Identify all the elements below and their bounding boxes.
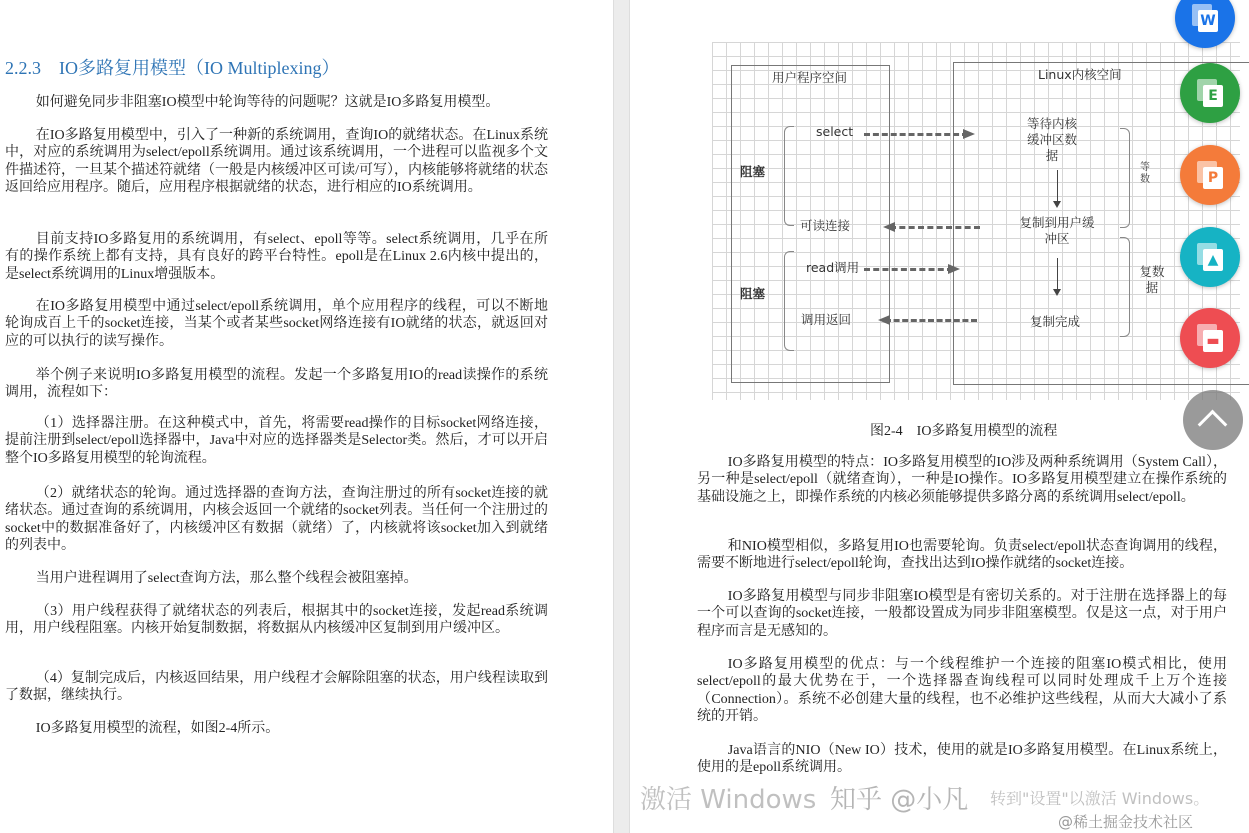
convert-to-image-button[interactable] [1180,227,1240,287]
io-multiplexing-diagram [712,42,1240,400]
select-arrow [864,133,968,136]
readable-arrow [890,226,980,229]
excel-icon: E [1197,79,1223,107]
section-number: 2.2.3 [5,58,41,78]
blocked-label: 阻塞 [740,164,766,179]
zhihu-watermark: 知乎 @小凡 [830,785,969,815]
side-label: 复数据 [1139,264,1165,295]
read-call-label: read调用 [806,260,860,275]
call-return-arrow [885,319,977,322]
readable-label: 可读连接 [800,218,851,233]
kernel-space-label: Linux内核空间 [1038,67,1122,82]
page-gutter [613,0,630,833]
activate-windows-watermark: 激活 Windows [640,785,817,815]
convert-to-excel-button[interactable] [1180,63,1240,123]
paragraph: IO多路复用模型的流程，如图2-4所示。 [35,721,280,736]
figure-caption: 图2-4 IO多路复用模型的流程 [870,424,1058,439]
paragraph: Java语言的NIO（New IO）技术，使用的就是IO多路复用模型。在Linux系统上，使用的是epoll系统调用。 [697,743,1227,776]
side-label: 等数 [1140,162,1150,185]
image-icon: ▲ [1197,243,1223,271]
paragraph: IO多路复用模型的优点：与一个线程维护一个连接的阻塞IO模式相比，使用select/epoll的最大优势在于，一个选择器查询线程可以同时处理成千上万个连接（Connection）。系统不必创建大量的线程，也不必维护这些线程，从而大大减小了系统的开销。 [697,657,1227,725]
convert-to-ppt-button[interactable] [1180,145,1240,205]
brace [1120,237,1130,337]
paragraph: IO多路复用模型与同步非阻塞IO模型是有密切关系的。对于注册在选择器上的每一个可以查询的socket连接，一般都设置成为同步非阻塞模型。仅是这一点，对于用户程序而言是无感知的。 [697,589,1227,639]
down-arrow [1057,258,1058,294]
section-heading [5,54,340,80]
scan-icon: ▬ [1197,324,1223,352]
copy-to-user-label: 复制到用户缓冲区 [1019,215,1095,246]
activate-windows-hint: 转到"设置"以激活 Windows。 [990,789,1210,808]
paragraph: （4）复制完成后，内核返回结果，用户线程才会解除阻塞的状态，用户线程读取到了数据，继续执行。 [5,671,548,704]
juejin-watermark: @稀土掘金技术社区 [1058,813,1194,831]
scan-button[interactable] [1180,308,1240,368]
blocked-label: 阻塞 [740,286,766,301]
paragraph: IO多路复用模型的特点：IO多路复用模型的IO涉及两种系统调用（System Call），另一种是select/epoll（就绪查询），一种是IO操作。IO多路复用模型建立在操作系统的基础设施之上，即操作系统的内核必须能够提供多路分离的系统调用select/epoll。 [697,455,1227,505]
user-space-label: 用户程序空间 [772,70,848,85]
paragraph: 在IO多路复用模型中，引入了一种新的系统调用，查询IO的就绪状态。在Linux系统中，对应的系统调用为select/epoll系统调用。通过该系统调用，一个进程可以监视多个文件描述符，一旦某个描述符就绪（一般是内核缓冲区可读/可写），内核能够将就绪的状态返回给应用程序。随后，应用程序根据就绪的状态，进行相应的IO系统调用。 [5,128,548,196]
section-title: IO多路复用模型（IO Multiplexing） [59,58,340,78]
paragraph: 如何避免同步非阻塞IO模型中轮询等待的问题呢？这就是IO多路复用模型。 [35,95,500,110]
right-page [630,0,1249,833]
brace [1120,128,1130,228]
paragraph: 当用户进程调用了select查询方法，那么整个线程会被阻塞掉。 [35,571,418,586]
word-icon: W [1192,4,1218,32]
copy-done-label: 复制完成 [1030,314,1081,329]
left-page [0,0,613,833]
paragraph: 在IO多路复用模型中通过select/epoll系统调用，单个应用程序的线程，可以不断地轮询成百上千的socket连接，当某个或者某些socket网络连接有IO就绪的状态，就返回对应的可以执行的读写操作。 [5,299,548,349]
call-return-label: 调用返回 [801,312,852,327]
read-call-arrow [864,268,953,271]
wait-kernel-label: 等待内核缓冲区数据 [1026,116,1077,163]
paragraph: 和NIO模型相似，多路复用IO也需要轮询。负责select/epoll状态查询调用的线程，需要不断地进行select/epoll轮询，查找出达到IO操作就绪的socket连接。 [697,539,1227,572]
down-arrow [1057,170,1058,206]
brace [784,251,794,351]
paragraph: 举个例子来说明IO多路复用模型的流程。发起一个多路复用IO的read读操作的系统调用，流程如下： [5,368,548,401]
paragraph: 目前支持IO多路复用的系统调用，有select、epoll等等。select系统调用，几乎在所有的操作系统上都有支持，具有良好的跨平台特性。epoll是在Linux 2.6内核中提出的，是select系统调用的Linux增强版本。 [5,232,548,282]
scroll-to-top-button[interactable] [1183,390,1243,450]
brace [784,126,794,226]
paragraph: （2）就绪状态的轮询。通过选择器的查询方法，查询注册过的所有socket连接的就绪状态。通过查询的系统调用，内核会返回一个就绪的socket列表。当任何一个注册过的socket中的数据准备好了，内核缓冲区有数据（就绪）了，内核就将该socket加入到就绪的列表中。 [5,486,548,554]
ppt-icon: P [1197,161,1223,189]
paragraph: （1）选择器注册。在这种模式中，首先，将需要read操作的目标socket网络连接，提前注册到select/epoll选择器中，Java中对应的选择器类是Selector类。然后，才可以开启整个IO多路复用模型的轮询流程。 [5,416,548,466]
select-label: select [816,124,854,139]
paragraph: （3）用户线程获得了就绪状态的列表后，根据其中的socket连接，发起read系统调用，用户线程阻塞。内核开始复制数据，将数据从内核缓冲区复制到用户缓冲区。 [5,604,548,637]
